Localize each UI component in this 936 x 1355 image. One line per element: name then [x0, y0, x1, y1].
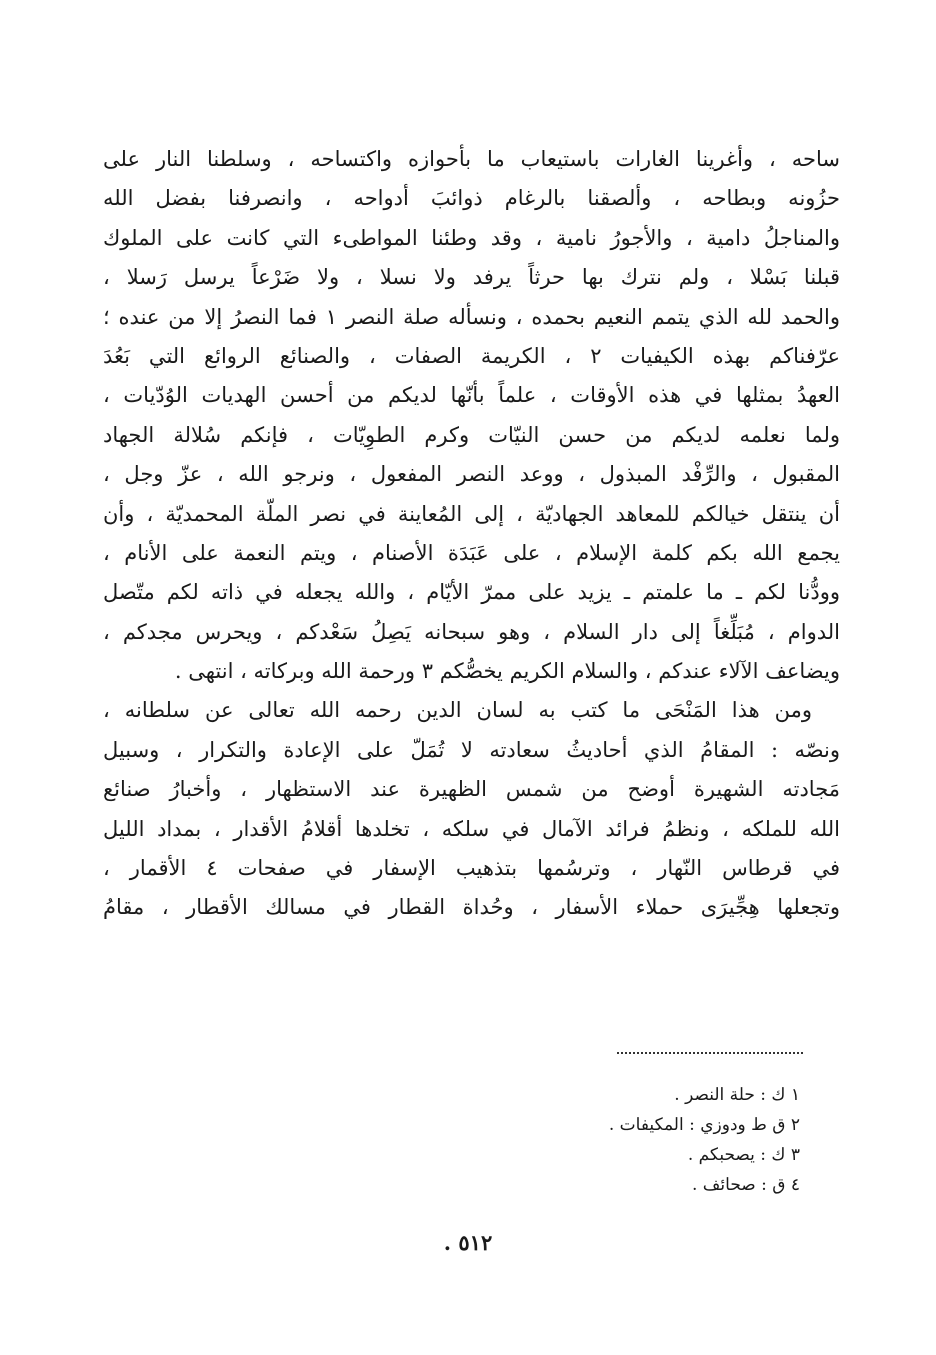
footnotes	[440, 1080, 800, 1200]
page-number: ٥١٢ .	[443, 1230, 493, 1255]
text-line: في قرطاس النّهار ، وترسُمها بتذهيب الإسفار في صفحات ٤ الأقمار ،	[103, 856, 840, 881]
text-line: يجمع الله بكم كلمة الإسلام ، على عَبَدَة الأصنام ، ويتم النعمة على الأنام ،	[103, 540, 840, 565]
text-line: مَجادته الشهيرة أوضح من شمس الظهيرة عند الاستظهار ، وأخبارُ صنائع	[103, 777, 840, 802]
text-line: قبلنا بَسْلا ، ولم نترك بها حرثاً يرفد ولا نسلا ، ولا ضَرْعاً يرسل رَسلا ،	[103, 265, 840, 290]
text-line: والحمد لله الذي يتمم النعيم بحمده ، ونسأله صلة النصر ١ فما النصرُ إلا من عنده ؛	[103, 304, 840, 329]
text-line: وودُّنا لكم ـ ما علمتم ـ يزيد على ممرّ الأيّام ، والله يجعله في ذاته لكم متّصل	[103, 580, 840, 605]
text-line: الدوام ، مُبَلِّغاً إلى دار السلام ، وهو سبحانه يَصِلُ سَعْدكم ، ويحرس مجدكم ،	[103, 619, 840, 644]
text-line: الله للملكه ، ونظمُ فرائد الآمال في سلكه ، تخلدها أقلامُ الأقدار ، بمداد الليل	[103, 816, 840, 841]
text-line: عرّفناكم بهذه الكيفيات ٢ ، الكريمة الصفات ، والصنائع الروائع التي بَعُدَ	[103, 343, 840, 368]
text-line: ولما نعلمه لديكم من حسن النيّات وكرم الطوِيّات ، فإنكم سُلالة الجهاد	[103, 422, 840, 447]
text-line: المقبول ، والرِّفْد المبذول ، ووعد النصر المفعول ، ونرجو الله ، عزّ وجل ،	[103, 462, 840, 487]
text-line: والمناجلُ دامية ، والأجورُ نامية ، وقد وطئنا المواطىء التي كانت على الملوك	[103, 225, 840, 250]
footnote: ٣ ك : يصحبكم .	[687, 1145, 800, 1165]
text-line: ويضاعف الآلاء عندكم ، والسلام الكريم يخصُّكم ٣ ورحمة الله وبركاته ، انتهى .	[174, 659, 840, 684]
main-text	[103, 140, 840, 928]
text-line: أن ينتقل خيالكم للمعاهد الجهاديّة ، إلى المُعاينة في نصر الملّة المحمديّة ، وأن	[103, 501, 840, 526]
text-line: ومن هذا المَنْحَى ما كتب به لسان الدين رحمه الله تعالى عن سلطانه ،	[103, 698, 812, 723]
text-line: وتجعلها هِجِّيرَى حملاء الأسفار ، وحُداة القطار في مسالك الأقطار ، مقامُ	[103, 895, 840, 920]
text-line: حزُونه وبطاحه ، وألصقنا بالرغام ذوائبَ أدواحه ، وانصرفنا بفضل الله	[103, 186, 840, 211]
footnote: ١ ك : حلة النصر .	[674, 1085, 800, 1105]
text-line: ونصّه : المقامُ الذي أحاديثُ سعادته لا تُمَلّ على الإعادة والتكرار ، وسبيل	[103, 737, 840, 762]
text-line: العهدُ بمثلها في هذه الأوقات ، علماً بأنّها لديكم من أحسن الهديات الوُدّيات ،	[103, 383, 840, 408]
text-line: ساحه ، وأغرينا الغارات باستيعاب ما بأحوازه واكتساحه ، وسلطنا النار على	[103, 147, 840, 171]
footnote-separator	[617, 1052, 803, 1054]
footnote: ٤ ق : صحائف .	[692, 1175, 800, 1195]
footnote: ٢ ق ط ودوزي : المكيفات .	[608, 1115, 800, 1135]
